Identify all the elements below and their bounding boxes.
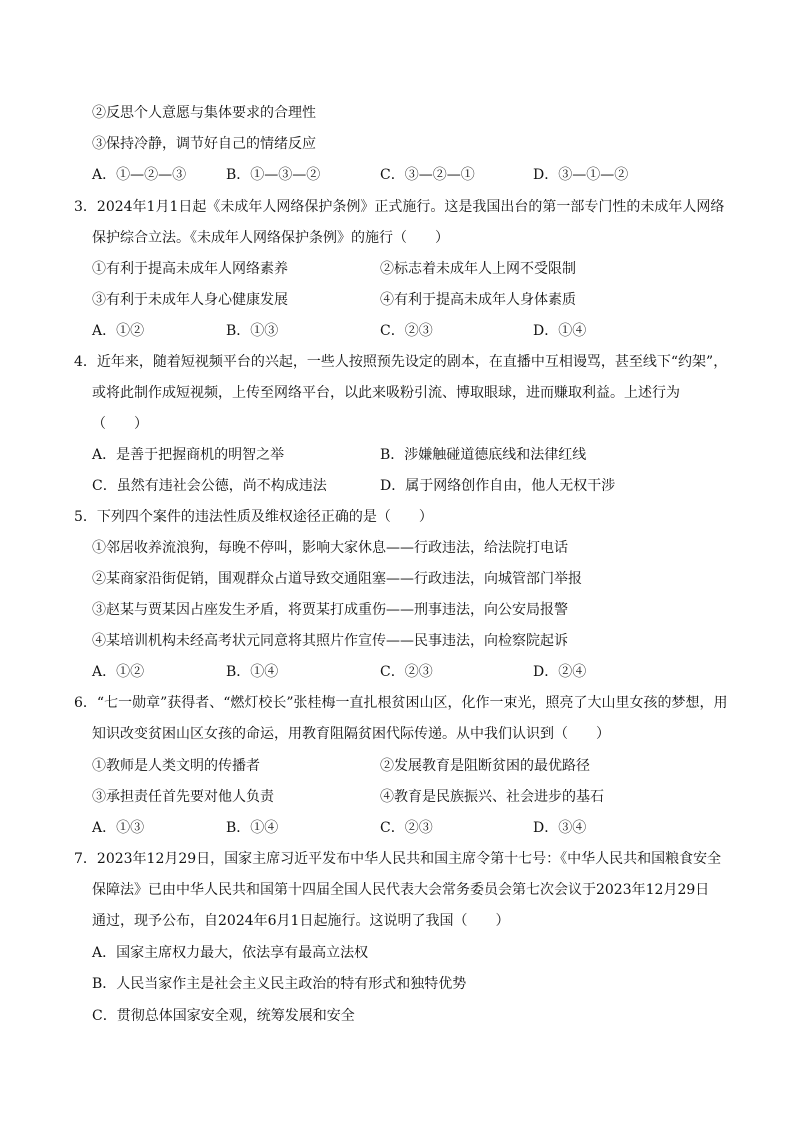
answer-option-a: A．国家主席权力最大，依法享有最高立法权 (92, 945, 369, 961)
answer-option-d: D．①④ (533, 323, 587, 339)
answer-option-d: D．③—①—② (533, 167, 629, 183)
question-stem: 知识改变贫困山区女孩的命运，用教育阻隔贫困代际传递。从中我们认识到（ ） (92, 726, 610, 742)
question-stem: 或将此制作成短视频，上传至网络平台，以此来吸粉引流、博取眼球，进而赚取利益。上述行为 (92, 385, 680, 401)
statement-item: ②反思个人意愿与集体要求的合理性 (92, 105, 316, 121)
answer-option-c: C．贯彻总体国家安全观，统筹发展和安全 (92, 1008, 355, 1024)
question-stem: 3．2024年1月1日起《未成年人网络保护条例》正式施行。这是我国出台的第一部专门性的未成年人网络 (74, 199, 725, 215)
answer-option-a: A．①—②—③ (92, 167, 187, 183)
statement-item: ③保持冷静，调节好自己的情绪反应 (92, 136, 316, 152)
statement-item: ②标志着未成年人上网不受限制 (380, 261, 576, 277)
statement-item: ②发展教育是阻断贫困的最优路径 (380, 758, 590, 774)
statement-item: ③有利于未成年人身心健康发展 (92, 292, 288, 308)
question-stem: 7．2023年12月29日，国家主席习近平发布中华人民共和国主席令第十七号：《中华人民共和国粮食安全 (74, 851, 722, 867)
answer-option-c: C．虽然有违社会公德，尚不构成违法 (92, 478, 327, 494)
statement-item: ①教师是人类文明的传播者 (92, 758, 260, 774)
answer-option-c: C．②③ (380, 323, 433, 339)
answer-option-b: B．①④ (226, 664, 279, 680)
statement-item: ④教育是民族振兴、社会进步的基石 (380, 789, 604, 805)
answer-option-b: B．①—③—② (226, 167, 321, 183)
statement-item: ③赵某与贾某因占座发生矛盾，将贾某打成重伤——刑事违法，向公安局报警 (92, 602, 568, 618)
answer-option-b: B．①④ (226, 820, 279, 836)
question-stem: （ ） (92, 416, 148, 432)
answer-option-a: A．①③ (92, 820, 145, 836)
question-stem: 6．“七一勋章”获得者、“燃灯校长”张桂梅一直扎根贫困山区，化作一束光，照亮了大山里女孩的梦想，用 (74, 695, 728, 711)
answer-option-b: B．人民当家作主是社会主义民主政治的特有形式和独特优势 (92, 976, 467, 992)
statement-item: ①有利于提高未成年人网络素养 (92, 261, 288, 277)
answer-option-a: A．①② (92, 323, 145, 339)
question-stem: 通过，现予公布，自2024年6月1日起施行。这说明了我国（ ） (92, 913, 510, 929)
answer-option-a: A．是善于把握商机的明智之举 (92, 447, 285, 463)
question-stem: 保护综合立法。《未成年人网络保护条例》的施行（ ） (92, 230, 449, 246)
answer-option-c: C．②③ (380, 664, 433, 680)
answer-option-b: B．涉嫌触碰道德底线和法律红线 (380, 447, 587, 463)
statement-item: ④某培训机构未经高考状元同意将其照片作宣传——民事违法，向检察院起诉 (92, 633, 568, 649)
statement-item: ④有利于提高未成年人身体素质 (380, 292, 576, 308)
answer-option-d: D．③④ (533, 820, 587, 836)
answer-option-c: C．②③ (380, 820, 433, 836)
answer-option-b: B．①③ (226, 323, 279, 339)
question-stem: 5．下列四个案件的违法性质及维权途径正确的是（ ） (74, 509, 433, 525)
answer-option-c: C．③—②—① (380, 167, 475, 183)
statement-item: ①邻居收养流浪狗，每晚不停叫，影响大家休息——行政违法，给法院打电话 (92, 540, 568, 556)
question-stem: 保障法》已由中华人民共和国第十四届全国人民代表大会常务委员会第七次会议于2023年12月29日 (92, 882, 710, 898)
statement-item: ②某商家沿街促销，围观群众占道导致交通阻塞——行政违法，向城管部门举报 (92, 571, 582, 587)
question-stem: 4．近年来，随着短视频平台的兴起，一些人按照预先设定的剧本，在直播中互相谩骂，甚至线下“约架”， (74, 354, 728, 370)
statement-item: ③承担责任首先要对他人负责 (92, 789, 274, 805)
answer-option-a: A．①② (92, 664, 145, 680)
answer-option-d: D．②④ (533, 664, 587, 680)
answer-option-d: D．属于网络创作自由，他人无权干涉 (380, 478, 616, 494)
